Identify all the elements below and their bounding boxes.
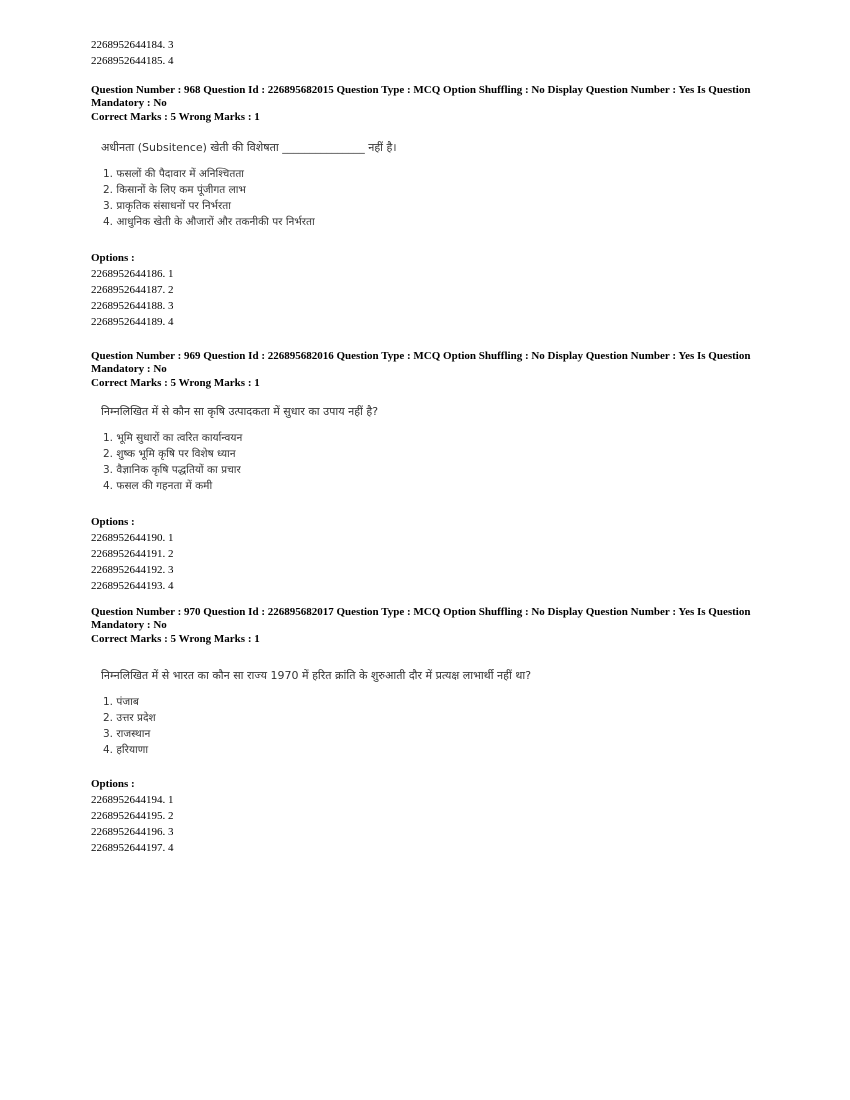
option-id: 2268952644185. 4 [91,55,174,67]
option-id: 2268952644191. 2 [91,547,174,560]
option-id: 2268952644187. 2 [91,283,174,296]
choice-list [103,694,751,758]
choice-list [103,166,751,230]
question-block-969 [91,350,751,594]
question-block-970 [91,606,751,856]
choice-item: 4. फसल की गहनता में कमी [103,479,213,492]
question-marks: Correct Marks : 5 Wrong Marks : 1 [91,377,260,389]
choice-item: 4. हरियाणा [103,743,149,756]
choice-item: 4. आधुनिक खेती के औजारों और तकनीकी पर निर्भरता [103,215,315,228]
choice-item: 1. पंजाब [103,695,139,708]
choice-item: 2. शुष्क भूमि कृषि पर विशेष ध्यान [103,447,236,460]
question-marks: Correct Marks : 5 Wrong Marks : 1 [91,633,260,645]
options-label: Options : [91,515,135,528]
option-id: 2268952644195. 2 [91,809,174,822]
question-mandatory: Mandatory : No [91,362,167,375]
question-block-968 [91,84,751,330]
question-text: निम्नलिखित में से कौन सा कृषि उत्पादकता में सुधार का उपाय नहीं है? [101,404,379,418]
choice-item: 2. उत्तर प्रदेश [103,711,156,724]
option-id: 2268952644197. 4 [91,841,174,854]
question-mandatory: Mandatory : No [91,618,167,631]
option-id: 2268952644186. 1 [91,267,174,280]
choice-item: 3. वैज्ञानिक कृषि पद्धतियों का प्रचार [103,463,241,476]
options-label: Options : [91,777,135,790]
choice-list [103,430,751,494]
option-id: 2268952644193. 4 [91,579,174,592]
choice-item: 1. भूमि सुधारों का त्वरित कार्यान्वयन [103,431,243,444]
choice-item: 3. प्राकृतिक संसाधनों पर निर्भरता [103,199,232,212]
option-id: 2268952644188. 3 [91,299,174,312]
question-header: Question Number : 968 Question Id : 226895682015 Question Type : MCQ Option Shuffling : No Display Question Number : Yes Is Question [91,84,751,96]
option-id: 2268952644196. 3 [91,825,174,838]
choice-item: 1. फसलों की पैदावार में अनिश्चितता [103,167,245,180]
carryover-options [91,37,751,69]
option-id: 2268952644190. 1 [91,531,174,544]
question-text: निम्नलिखित में से भारत का कौन सा राज्य 1970 में हरित क्रांति के शुरुआती दौर में प्रत्यक्ष लाभार्थी नहीं था? [101,668,532,682]
option-id: 2268952644194. 1 [91,793,174,806]
options-label: Options : [91,251,135,264]
question-mandatory: Mandatory : No [91,96,167,109]
question-text: अधीनता (Subsitence) खेती की विशेषता _______________ नहीं है। [101,140,397,154]
option-id: 2268952644184. 3 [91,39,174,51]
question-marks: Correct Marks : 5 Wrong Marks : 1 [91,111,260,123]
question-header: Question Number : 969 Question Id : 226895682016 Question Type : MCQ Option Shuffling : No Display Question Number : Yes Is Question [91,350,751,362]
option-id: 2268952644192. 3 [91,563,174,576]
question-header: Question Number : 970 Question Id : 226895682017 Question Type : MCQ Option Shuffling : No Display Question Number : Yes Is Question [91,606,751,618]
choice-item: 2. किसानों के लिए कम पूंजीगत लाभ [103,183,246,196]
option-id: 2268952644189. 4 [91,315,174,328]
choice-item: 3. राजस्थान [103,727,151,740]
